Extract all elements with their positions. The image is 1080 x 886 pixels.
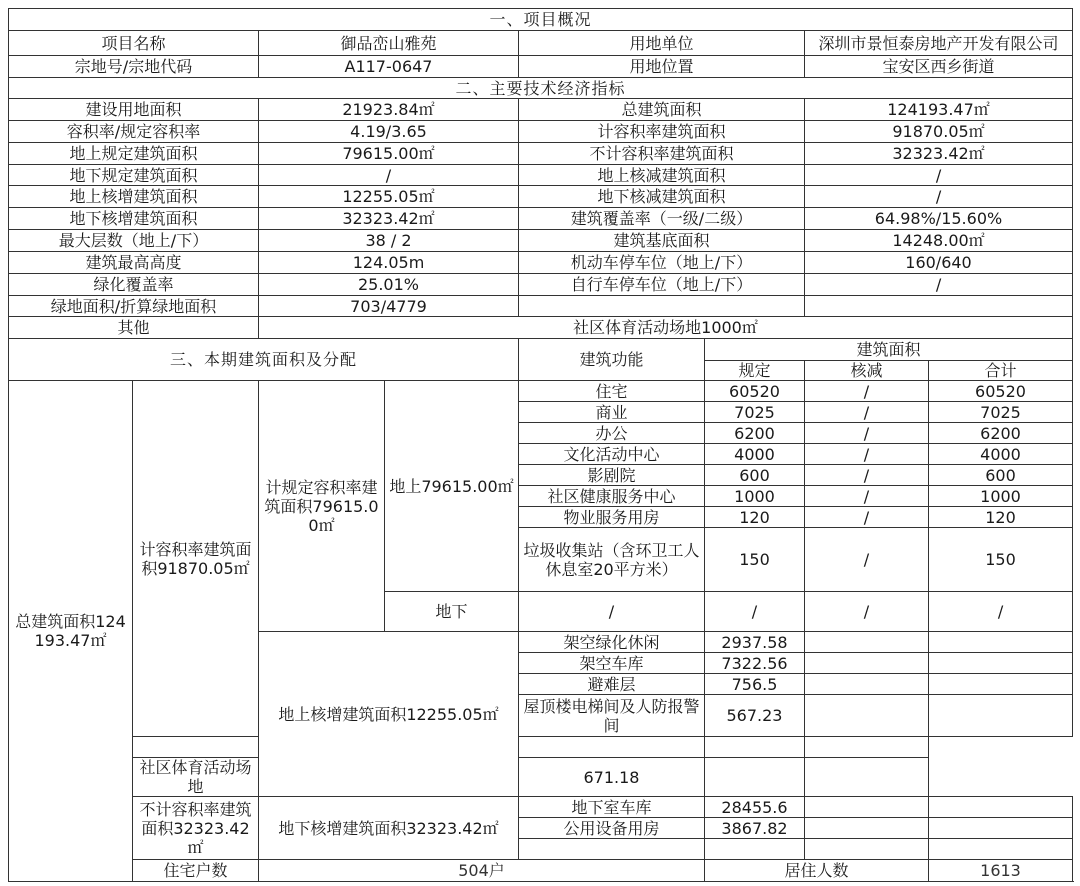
planned-value: 150 <box>705 528 805 592</box>
tech-label: 建筑基底面积 <box>519 230 805 252</box>
other-label: 其他 <box>9 317 259 339</box>
tech-label: 绿化覆盖率 <box>9 274 259 296</box>
function-name <box>519 839 705 860</box>
tech-value: 91870.05㎡ <box>805 121 1073 143</box>
tech-row <box>9 230 1073 252</box>
tech-value: 38 / 2 <box>259 230 519 252</box>
project-name-value: 御品峦山雅苑 <box>259 31 519 56</box>
tech-row <box>9 208 1073 230</box>
function-header: 建筑功能 <box>519 339 705 381</box>
function-name: 避难层 <box>519 674 705 695</box>
section-tech-title: 二、主要技术经济指标 <box>9 78 1073 99</box>
tech-label: 不计容积率建筑面积 <box>519 143 805 165</box>
tech-row <box>9 121 1073 143</box>
planned-value: 4000 <box>705 444 805 465</box>
reduced-value: / <box>805 486 929 507</box>
fa-area-label: 计容积率建筑面积91870.05㎡ <box>133 381 259 737</box>
tech-label: 地上核减建筑面积 <box>519 165 805 186</box>
table-row <box>9 797 1073 818</box>
tech-value: 12255.05㎡ <box>259 186 519 208</box>
tech-value: 32323.42㎡ <box>259 208 519 230</box>
reduced-value: / <box>805 465 929 486</box>
reduced-value <box>805 632 929 653</box>
planned-value: 7322.56 <box>705 653 805 674</box>
tech-label: 建设用地面积 <box>9 99 259 121</box>
function-name: 物业服务用房 <box>519 507 705 528</box>
total-value <box>805 737 929 758</box>
tech-value: / <box>805 186 1073 208</box>
planned-value: 671.18 <box>519 758 705 797</box>
tech-label: 最大层数（地上/下） <box>9 230 259 252</box>
total-value <box>929 653 1073 674</box>
reduced-value: / <box>805 381 929 402</box>
function-name: 垃圾收集站（含环卫工人休息室20平方米） <box>519 528 705 592</box>
planned-value: 600 <box>705 465 805 486</box>
planned-value: 567.23 <box>705 695 805 737</box>
above-added-label: 地上核增建筑面积12255.05㎡ <box>259 632 519 797</box>
reduced-header: 核减 <box>805 361 929 381</box>
location-label: 用地位置 <box>519 56 805 78</box>
population-value: 1613 <box>929 860 1073 882</box>
total-area-label: 总建筑面积124193.47㎡ <box>9 381 133 882</box>
tech-label: 自行车停车位（地上/下） <box>519 274 805 296</box>
function-name: / <box>519 592 705 632</box>
reduced-value <box>805 839 929 860</box>
tech-value: / <box>805 274 1073 296</box>
section-area-title: 三、本期建筑面积及分配 <box>9 339 519 381</box>
table-row <box>9 381 1073 402</box>
total-value <box>929 839 1073 860</box>
reduced-value: / <box>805 402 929 423</box>
reduced-value: / <box>805 423 929 444</box>
planned-value <box>519 737 705 758</box>
tech-value: 79615.00㎡ <box>259 143 519 165</box>
project-table <box>8 8 1073 882</box>
function-name: 架空车库 <box>519 653 705 674</box>
function-name <box>133 737 259 758</box>
tech-value: 32323.42㎡ <box>805 143 1073 165</box>
tech-value: 25.01% <box>259 274 519 296</box>
function-name: 屋顶楼电梯间及人防报警间 <box>519 695 705 737</box>
total-value: 60520 <box>929 381 1073 402</box>
planned-value: 2937.58 <box>705 632 805 653</box>
total-value <box>929 632 1073 653</box>
table-row <box>9 758 1073 797</box>
population-label: 居住人数 <box>705 860 929 882</box>
tech-label: 绿地面积/折算绿地面积 <box>9 296 259 317</box>
tech-row <box>9 186 1073 208</box>
other-value: 社区体育活动场地1000㎡ <box>259 317 1073 339</box>
section-overview-title: 一、项目概况 <box>9 9 1073 31</box>
reduced-value <box>805 653 929 674</box>
reduced-value <box>805 674 929 695</box>
tech-label: 机动车停车位（地上/下） <box>519 252 805 274</box>
total-value <box>805 758 929 797</box>
total-value: 7025 <box>929 402 1073 423</box>
function-name: 文化活动中心 <box>519 444 705 465</box>
reduced-value <box>705 758 805 797</box>
tech-value: 703/4779 <box>259 296 519 317</box>
planned-value <box>705 839 805 860</box>
location-value: 宝安区西乡街道 <box>805 56 1073 78</box>
planned-value: 60520 <box>705 381 805 402</box>
reduced-value <box>805 818 929 839</box>
total-value: 1000 <box>929 486 1073 507</box>
reduced-value <box>805 695 929 737</box>
reduced-value: / <box>805 528 929 592</box>
planning-permit-table <box>8 8 1072 880</box>
planned-value: 756.5 <box>705 674 805 695</box>
total-value <box>929 818 1073 839</box>
tech-label: 建筑最高高度 <box>9 252 259 274</box>
parcel-value: A117-0647 <box>259 56 519 78</box>
tech-row <box>9 143 1073 165</box>
nonfa-area-label: 不计容积率建筑面积32323.42㎡ <box>133 797 259 860</box>
tech-value: / <box>805 165 1073 186</box>
tech-label: 地上规定建筑面积 <box>9 143 259 165</box>
function-name: 地下室车库 <box>519 797 705 818</box>
function-name: 公用设备用房 <box>519 818 705 839</box>
planned-value: 3867.82 <box>705 818 805 839</box>
households-value: 504户 <box>259 860 705 882</box>
tech-label: 建筑覆盖率（一级/二级） <box>519 208 805 230</box>
tech-value: 14248.00㎡ <box>805 230 1073 252</box>
tech-row <box>9 165 1073 186</box>
tech-value: / <box>259 165 519 186</box>
reduced-value: / <box>805 507 929 528</box>
planned-value: / <box>705 592 805 632</box>
tech-row <box>9 99 1073 121</box>
land-unit-label: 用地单位 <box>519 31 805 56</box>
planned-value: 7025 <box>705 402 805 423</box>
planned-header: 规定 <box>705 361 805 381</box>
tech-value: 4.19/3.65 <box>259 121 519 143</box>
function-name: 住宅 <box>519 381 705 402</box>
tech-label: 容积率/规定容积率 <box>9 121 259 143</box>
planned-value: 6200 <box>705 423 805 444</box>
reduced-value <box>805 797 929 818</box>
tech-label: 地下规定建筑面积 <box>9 165 259 186</box>
planned-value: 28455.6 <box>705 797 805 818</box>
tech-row <box>9 252 1073 274</box>
tech-value: 124.05m <box>259 252 519 274</box>
tech-row <box>9 296 1073 317</box>
function-name: 影剧院 <box>519 465 705 486</box>
above-ground-label: 地上79615.00㎡ <box>385 381 519 592</box>
tech-label: 地上核增建筑面积 <box>9 186 259 208</box>
regulated-area-label: 计规定容积率建筑面积79615.00㎡ <box>259 381 385 632</box>
tech-value: 124193.47㎡ <box>805 99 1073 121</box>
planned-value: 1000 <box>705 486 805 507</box>
total-value: 4000 <box>929 444 1073 465</box>
households-label: 住宅户数 <box>133 860 259 882</box>
tech-row <box>9 274 1073 296</box>
below-added-label: 地下核增建筑面积32323.42㎡ <box>259 797 519 860</box>
tech-value: 160/640 <box>805 252 1073 274</box>
tech-label: 地下核增建筑面积 <box>9 208 259 230</box>
total-value <box>929 695 1073 737</box>
total-value: / <box>929 592 1073 632</box>
planned-value: 120 <box>705 507 805 528</box>
function-name: 办公 <box>519 423 705 444</box>
tech-label <box>519 296 805 317</box>
reduced-value <box>705 737 805 758</box>
total-value: 120 <box>929 507 1073 528</box>
total-value: 6200 <box>929 423 1073 444</box>
function-name: 社区体育活动场地 <box>133 758 259 797</box>
land-unit-value: 深圳市景恒泰房地产开发有限公司 <box>805 31 1073 56</box>
reduced-value: / <box>805 592 929 632</box>
total-value: 150 <box>929 528 1073 592</box>
tech-value: 21923.84㎡ <box>259 99 519 121</box>
project-name-label: 项目名称 <box>9 31 259 56</box>
reduced-value: / <box>805 444 929 465</box>
total-value: 600 <box>929 465 1073 486</box>
function-name: 架空绿化休闲 <box>519 632 705 653</box>
parcel-label: 宗地号/宗地代码 <box>9 56 259 78</box>
total-value <box>929 797 1073 818</box>
total-header: 合计 <box>929 361 1073 381</box>
total-value <box>929 674 1073 695</box>
table-row <box>9 737 1073 758</box>
tech-label: 地下核减建筑面积 <box>519 186 805 208</box>
function-name: 商业 <box>519 402 705 423</box>
area-header: 建筑面积 <box>705 339 1073 361</box>
function-name: 社区健康服务中心 <box>519 486 705 507</box>
tech-value: 64.98%/15.60% <box>805 208 1073 230</box>
below-ground-label: 地下 <box>385 592 519 632</box>
tech-label: 计容积率建筑面积 <box>519 121 805 143</box>
tech-value <box>805 296 1073 317</box>
tech-label: 总建筑面积 <box>519 99 805 121</box>
